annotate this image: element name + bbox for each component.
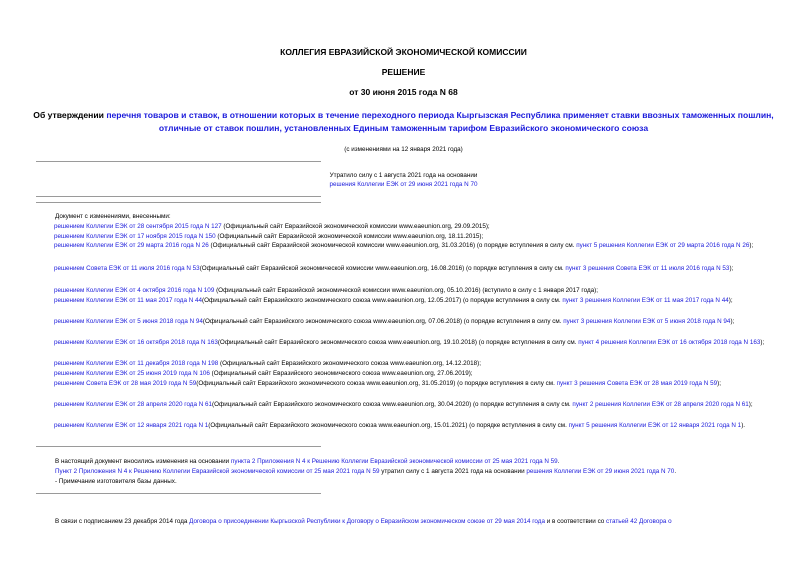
change-item: решением Коллегии ЕЭК от 28 сентября 2015 года N 127 (Официальный сайт Евразийской экономической комиссии www.eaeunion.org, 29.09.2015); — [54, 223, 490, 230]
change-item: решением Коллегии ЕЭК от 11 мая 2017 года N 44(Официальный сайт Евразийского экономического союза www.eaeunion.org, 12.05.2017) (о порядке вступления в силу см. пункт 3 решения Коллегии ЕЭК от 11 мая 2017 года N 44); — [54, 297, 733, 304]
doc-date: от 30 июня 2015 года N 68 — [349, 87, 458, 97]
change-item: решением Коллегии ЕЭК от 11 декабря 2018 года N 198 (Официальный сайт Евразийского экономического союза www.eaeunion.org, 14.12.2018); — [54, 360, 481, 367]
change-link[interactable]: решением Коллегии ЕЭК от 12 января 2021 года N 1 — [54, 422, 209, 429]
change-link[interactable]: решением Коллегии ЕЭК от 16 октября 2018 года N 163 — [54, 339, 218, 346]
change-link[interactable]: пункт 5 решения Коллегии ЕЭК от 29 марта 2016 года N 26 — [576, 242, 750, 249]
divider — [36, 202, 321, 203]
change-link[interactable]: пункт 3 решения Коллегии ЕЭК от 5 июня 2018 года N 94 — [563, 318, 731, 325]
change-link[interactable]: пункт 3 решения Совета ЕЭК от 11 июля 2016 года N 53 — [565, 265, 730, 272]
change-link[interactable]: пункт 3 решения Совета ЕЭК от 28 мая 2019 года N 59 — [556, 380, 718, 387]
expiry-note: Пункт 2 Приложения N 4 к Решению Коллегии Евразийской экономической комиссии от 25 мая 2021 года N 59 утратил силу с 1 августа 2021 года на основании решения Коллегии ЕЭК от 29 июня 2021 года N 70. — [55, 468, 677, 475]
change-item: решением Коллегии ЕЭК от 29 марта 2016 года N 26 (Официальный сайт Евразийской экономической комиссии www.eaeunion.org, 31.03.2016) (о порядке вступления в силу см. пункт 5 решения Коллегии ЕЭК от 29 марта 2016 года N 26); — [54, 242, 754, 249]
expiry-link[interactable]: решения Коллегии ЕЭК от 29 июня 2021 года N 70 — [329, 181, 478, 188]
change-item: решением Коллегии ЕЭК от 4 октября 2016 года N 109 (Официальный сайт Евразийской экономической комиссии www.eaeunion.org, 05.10.2016) (вступило в силу с 1 января 2017 года); — [54, 287, 598, 294]
change-link[interactable]: решением Коллегии ЕЭК от 4 октября 2016 года N 109 — [54, 287, 215, 294]
change-link[interactable]: решением Коллегии ЕЭК от 11 декабря 2018 года N 198 — [54, 360, 219, 367]
changes-heading: Документ с изменениями, внесенными: — [55, 213, 171, 220]
change-item: решением Коллегии ЕЭК от 12 января 2021 года N 1(Официальный сайт Евразийского экономического союза www.eaeunion.org, 15.01.2021) (о порядке вступления в силу см. пункт 5 решения Коллегии ЕЭК от 12 января 2021 года N 1). — [54, 422, 746, 429]
divider — [36, 196, 321, 197]
expiry-text: Утратило силу с 1 августа 2021 года на основании — [329, 172, 478, 179]
change-link[interactable]: пункт 2 решения Коллегии ЕЭК от 28 апреля 2020 года N 61 — [572, 401, 749, 408]
change-link[interactable]: решением Коллегии ЕЭК от 29 марта 2016 года N 26 — [54, 242, 209, 249]
body-paragraph: В связи с подписанием 23 декабря 2014 года Договора о присоединении Кыргызской Республики к Договору о Евразийском экономическом союзе от 29 мая 2014 года и в соответствии со статьей 42 Договора о — [55, 518, 672, 525]
divider — [36, 161, 321, 162]
change-link[interactable]: решением Коллегии ЕЭК от 11 мая 2017 года N 44 — [54, 297, 203, 304]
change-item: решением Совета ЕЭК от 28 мая 2019 года N 59(Официальный сайт Евразийского экономического союза www.eaeunion.org, 31.05.2019) (о порядке вступления в силу см. пункт 3 решения Совета ЕЭК от 28 мая 2019 года N 59); — [54, 380, 721, 387]
change-link[interactable]: решением Совета ЕЭК от 11 июля 2016 года N 53 — [54, 265, 200, 272]
change-link[interactable]: пункт 3 решения Коллегии ЕЭК от 11 мая 2017 года N 44 — [562, 297, 729, 304]
change-link[interactable]: решением Коллегии ЕЭК от 25 июня 2019 года N 106 — [54, 370, 210, 377]
change-link[interactable]: решением Коллегии ЕЭК от 17 ноября 2015 года N 150 — [54, 233, 216, 240]
doc-title: Об утверждении перечня товаров и ставок, в отношении которых в течение переходного периода Кыргызская Республика применяет ставки ввозных таможенных пошлин, отличные от ставок пошлин, установленных Единым таможенным тарифом Евразийского экономического союза — [33, 110, 774, 133]
db-note: - Примечание изготовителя базы данных. — [55, 478, 177, 485]
change-link[interactable]: решением Коллегии ЕЭК от 28 сентября 2015 года N 127 — [54, 223, 222, 230]
change-link[interactable]: решением Совета ЕЭК от 28 мая 2019 года N 59 — [54, 380, 197, 387]
divider — [36, 493, 321, 494]
edit-note: В настоящий документ вносились изменения на основании пункта 2 Приложения N 4 к Решению Коллегии Евразийской экономической комиссии от 25 мая 2021 года N 59. — [55, 458, 560, 465]
doc-type: РЕШЕНИЕ — [381, 67, 426, 77]
title-link[interactable]: перечня товаров и ставок, в отношении которых в течение переходного периода Кыргызская Республика применяет ставки ввозных таможенных пошлин, отличные от ставок пошлин, установленных Единым таможенным тарифом Евразийского экономического союза — [106, 110, 774, 133]
change-item: решением Коллегии ЕЭК от 5 июня 2018 года N 94(Официальный сайт Евразийского экономического союза www.eaeunion.org, 07.06.2018) (о порядке вступления в силу см. пункт 3 решения Коллегии ЕЭК от 5 июня 2018 года N 94); — [54, 318, 735, 325]
change-item: решением Коллегии ЕЭК от 17 ноября 2015 года N 150 (Официальный сайт Евразийской экономической комиссии www.eaeunion.org, 18.11.2015); — [54, 233, 484, 240]
amendments-note: (с изменениями на 12 января 2021 года) — [344, 146, 463, 153]
change-link[interactable]: пункт 4 решения Коллегии ЕЭК от 16 октября 2018 года N 163 — [578, 339, 761, 346]
change-item: решением Коллегии ЕЭК от 28 апреля 2020 года N 61(Официальный сайт Евразийского экономического союза www.eaeunion.org, 30.04.2020) (о порядке вступления в силу см. пункт 2 решения Коллегии ЕЭК от 28 апреля 2020 года N 61); — [54, 401, 753, 408]
change-item: решением Совета ЕЭК от 11 июля 2016 года N 53(Официальный сайт Евразийской экономической комиссии www.eaeunion.org, 16.08.2016) (о порядке вступления в силу см. пункт 3 решения Совета ЕЭК от 11 июля 2016 года N 53); — [54, 265, 734, 272]
change-link[interactable]: пункт 5 решения Коллегии ЕЭК от 12 января 2021 года N 1 — [568, 422, 742, 429]
change-item: решением Коллегии ЕЭК от 25 июня 2019 года N 106 (Официальный сайт Евразийского экономического союза www.eaeunion.org, 27.06.2019); — [54, 370, 473, 377]
change-link[interactable]: решением Коллегии ЕЭК от 5 июня 2018 года N 94 — [54, 318, 203, 325]
divider — [36, 446, 321, 447]
change-item: решением Коллегии ЕЭК от 16 октября 2018 года N 163(Официальный сайт Евразийского экономического союза www.eaeunion.org, 19.10.2018) (о порядке вступления в силу см. пункт 4 решения Коллегии ЕЭК от 16 октября 2018 года N 163); — [54, 339, 765, 346]
org-name: КОЛЛЕГИЯ ЕВРАЗИЙСКОЙ ЭКОНОМИЧЕСКОЙ КОМИССИИ — [280, 47, 527, 57]
change-link[interactable]: решением Коллегии ЕЭК от 28 апреля 2020 года N 61 — [54, 401, 213, 408]
